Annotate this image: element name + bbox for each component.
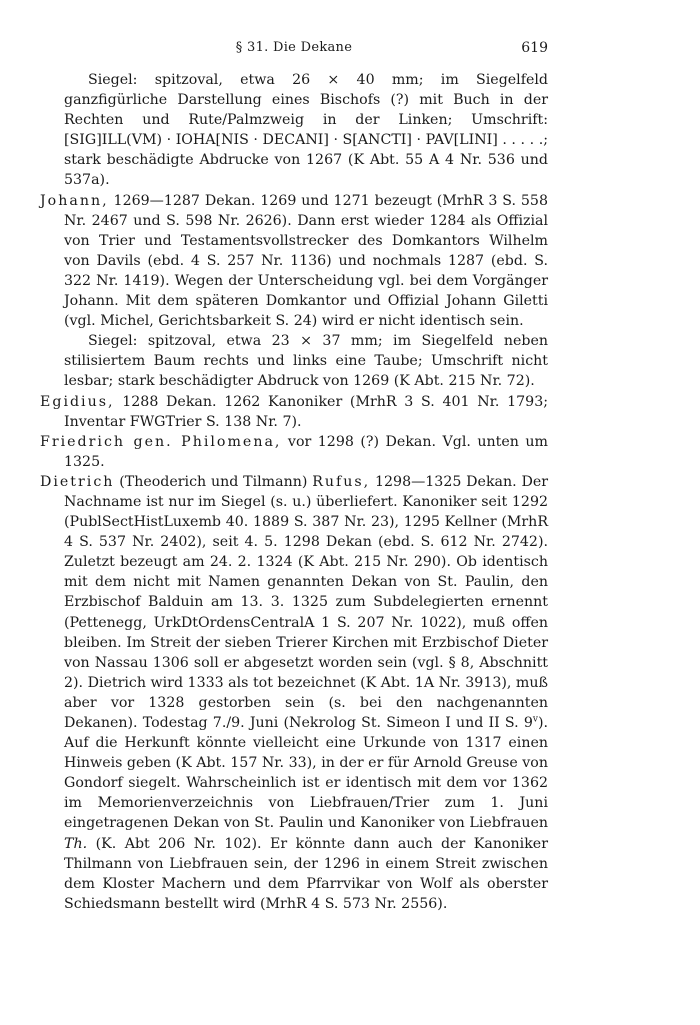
entry-name: Friedrich gen. Philomena,: [40, 433, 282, 450]
entry-text: 1288 Dekan. 1262 Kanoniker (MrhR 3 S. 401 Nr. 1793; Inventar FWGTrier S. 138 Nr. 7).: [64, 393, 548, 430]
entry-text: vor 1298 (?) Dekan. Vgl. unten um 1325.: [64, 433, 549, 470]
italic-abbreviation: Th.: [64, 835, 88, 852]
entry-friedrich: [40, 432, 548, 472]
running-header: [40, 40, 548, 60]
seal-description: Siegel: spitzoval, etwa 23 × 37 mm; im Siegelfeld neben stilisiertem Baum rechts und links eine Taube; Umschrift nicht lesbar; stark beschädigter Abdruck von 1269 (K Abt. 215 Nr. 72).: [64, 333, 548, 390]
entry-name: Dietrich: [40, 473, 115, 490]
entry-name-note: (Theoderich und Tilmann): [114, 473, 313, 490]
entry-text: 1269—1287 Dekan. 1269 und 1271 bezeugt (MrhR 3 S. 558 Nr. 2467 und S. 598 Nr. 2626). Dann erst wieder 1284 als Offizial von Trier und Testamentsvollstrecker des Domkantors Wilhelm von Davils (ebd. 4 S. 257 Nr. 1136) und nochmals 1287 (ebd. S. 322 Nr. 1419). Wegen der Unterscheidung vgl. bei dem Vorgänger Johann. Mit dem späteren Domkantor und Offizial Johann Giletti (vgl. Michel, Gerichtsbarkeit S. 24) wird er nicht identisch sein.: [64, 192, 548, 330]
entry-text: 1298—1325 Dekan. Der Nachname ist nur im Siegel (s. u.) überliefert. Kanoniker seit 1292 (PublSectHistLuxemb 40. 1889 S. 387 Nr. 23), 1295 Kellner (MrhR 4 S. 537 Nr. 2402), seit 4. 5. 1298 Dekan (ebd. S. 612 Nr. 2742). Zuletzt bezeugt am 24. 2. 1324 (K Abt. 215 Nr. 290). Ob identisch mit dem nicht mit Namen genannten Dekan von St. Paulin, den Erzbischof Balduin am 13. 3. 1325 zum Subdelegierten ernennt (Pettenegg, UrkDtOrdensCentralA 1 S. 207 Nr. 1022), muß offen bleiben. Im Streit der sieben Trierer Kirchen mit Erzbischof Dieter von Nassau 1306 soll er abgesetzt worden sein (vgl. § 8, Abschnitt 2). Dietrich wird 1333 als tot bezeichnet (K Abt. 1A Nr. 3913), muß aber vor 1328 gestorben sein (s. bei den nachgenannten Dekanen). Todestag 7./9. Juni (Nekrolog St. Simeon I und II S. 9: [64, 473, 549, 731]
text-body: [40, 70, 548, 914]
entry-text: (K. Abt 206 Nr. 102). Er könnte dann auch der Kanoniker Thilmann von Liebfrauen sein, der 1296 in einem Streit zwischen dem Kloster Machern und dem Pfarrvikar von Wolf als oberster Schiedsmann bestellt wird (MrhR 4 S. 573 Nr. 2556).: [64, 835, 548, 912]
section-title: § 31. Die Dekane: [235, 40, 353, 55]
page-number: 619: [521, 40, 548, 56]
entry-egidius: [40, 392, 548, 432]
entry-surname: Rufus,: [312, 473, 371, 490]
entry-text: ). Auf die Herkunft könnte vielleicht eine Urkunde von 1317 einen Hinweis geben (K Abt. 157 Nr. 33), in der er für Arnold Greuse von Gondorf siegelt. Wahrscheinlich ist er identisch mit dem vor 1362 im Memorienverzeichnis von Liebfrauen/Trier zum 1. Juni eingetragenen Dekan von St. Paulin und Kanoniker von Liebfrauen: [64, 715, 548, 832]
entry-name: Egidius,: [40, 393, 115, 410]
seal-description: Siegel: spitzoval, etwa 26 × 40 mm; im Siegelfeld ganzfigürliche Darstellung eines Bischofs (?) mit Buch in der Rechten und Rute/Palmzweig in der Linken; Umschrift: [SIG]ILL(VM) · IOHA[NIS · DECANI] · S[ANCTI] · PAV[LINI] . . . . .; stark beschädigte Abdrucke von 1267 (K Abt. 55 A 4 Nr. 536 und 537a).: [64, 72, 548, 189]
entry-johann: [40, 191, 548, 332]
entry-name: Johann,: [40, 192, 109, 209]
superscript-marker: v: [532, 714, 538, 725]
entry-dietrich: [40, 472, 548, 914]
